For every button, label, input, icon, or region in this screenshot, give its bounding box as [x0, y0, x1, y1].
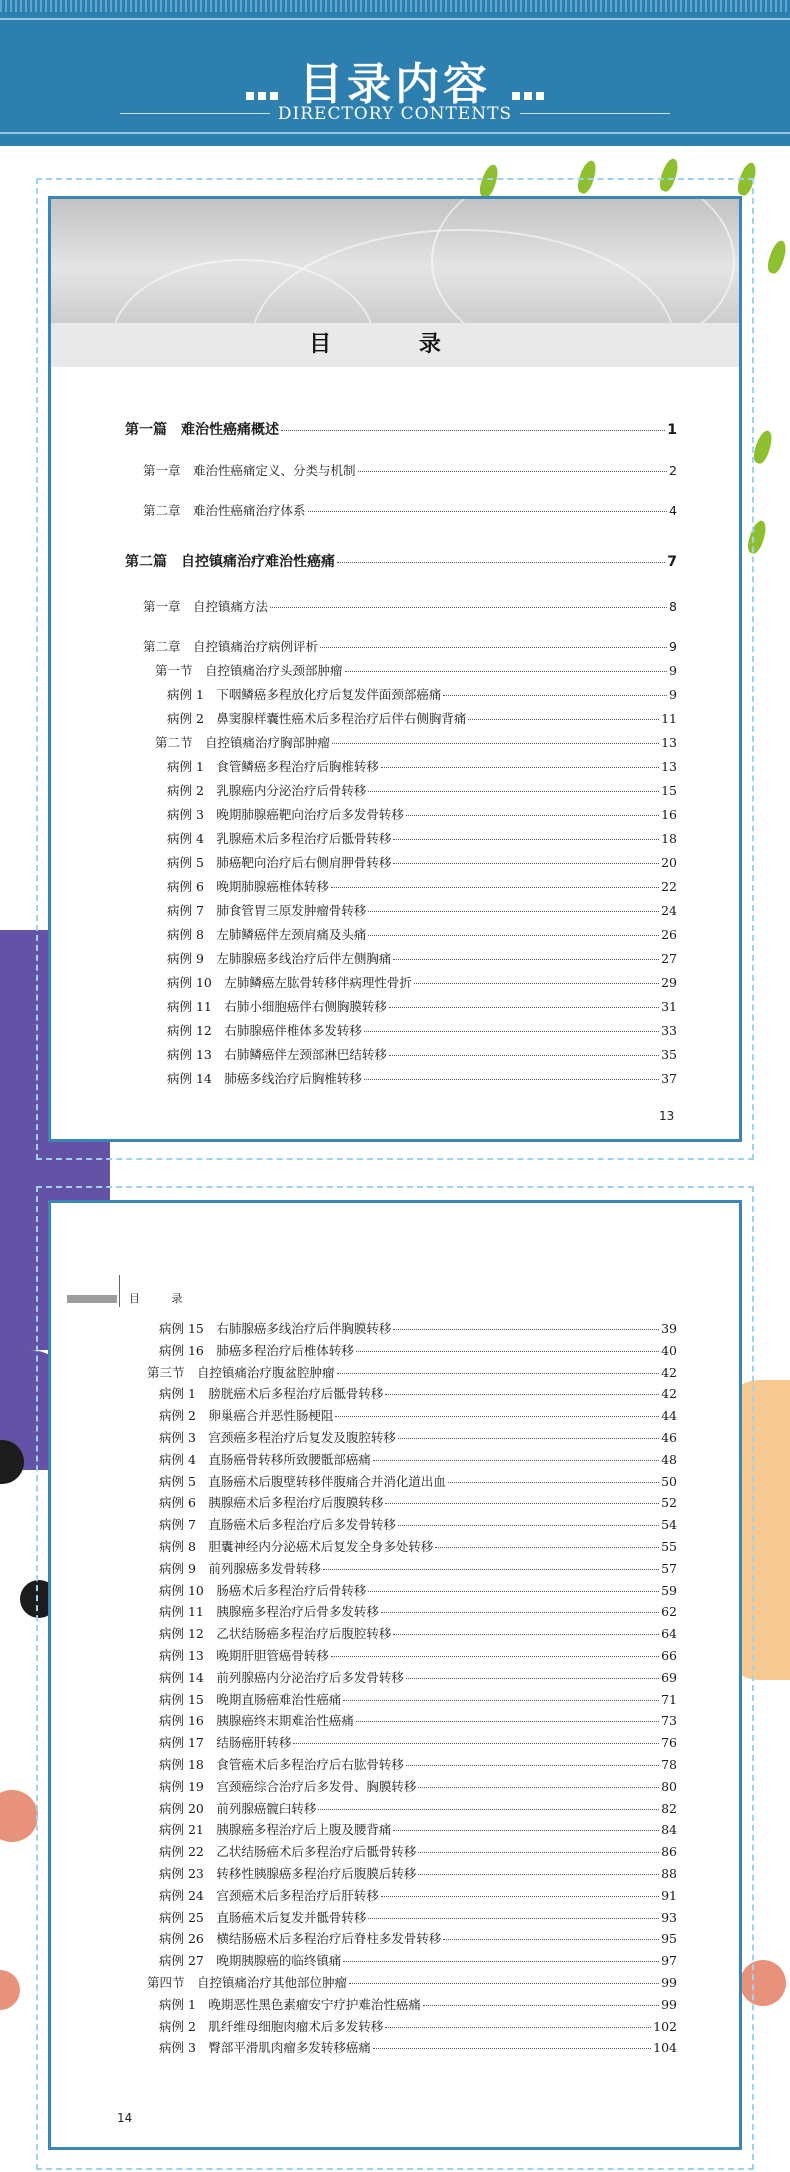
- toc-entry-case[interactable]: [159, 1537, 677, 1555]
- dot-leader: [368, 935, 659, 936]
- toc-entry-case[interactable]: [159, 1755, 677, 1773]
- dot-leader: [373, 2048, 651, 2049]
- toc-entry-page: 1: [667, 422, 677, 438]
- dot-leader: [368, 911, 659, 912]
- toc-entry-case[interactable]: [159, 1624, 677, 1642]
- dot-leader: [356, 1351, 659, 1352]
- toc-entry-case[interactable]: [159, 1384, 677, 1402]
- toc-entry-case[interactable]: [159, 1602, 677, 1620]
- dot-leader: [381, 1896, 659, 1897]
- banner-curve: [431, 199, 735, 323]
- salmon-dot-decoration: [0, 1970, 20, 2010]
- toc-entry-page: 8: [669, 599, 677, 614]
- toc-entry-page: 27: [661, 951, 677, 966]
- toc-entry-page: 97: [661, 1953, 677, 1969]
- toc-entry-case[interactable]: [167, 1021, 677, 1039]
- toc-entry-label: 病例 6 胰腺癌术后多程治疗后腹膜转移: [159, 1495, 384, 1511]
- dot-leader: [393, 1830, 659, 1831]
- dot-leader: [406, 1765, 659, 1766]
- toc-entry-label: 病例 9 前列腺癌多发骨转移: [159, 1560, 321, 1576]
- toc-entry-case[interactable]: [167, 973, 677, 991]
- toc-entry-label: 病例 4 直肠癌骨转移所致腰骶部癌痛: [159, 1451, 371, 1467]
- toc-entry-label: 第二篇 自控镇痛治疗难治性癌痛: [125, 554, 335, 570]
- dot-leader: [385, 1503, 659, 1504]
- toc-entry-label: 病例 15 右肺腺癌多线治疗后伴胸膜转移: [159, 1321, 392, 1336]
- toc-entry-label: 病例 1 食管鳞癌多程治疗后胸椎转移: [167, 759, 379, 774]
- toc-entry-case[interactable]: [159, 1341, 677, 1359]
- toc-entry-label: 病例 21 胰腺癌多程治疗后上腹及腰背痛: [159, 1822, 392, 1838]
- toc-entry-sec[interactable]: [147, 1363, 677, 1381]
- toc-entry-page: 69: [661, 1669, 677, 1685]
- toc-entry-sec[interactable]: [147, 1973, 677, 1991]
- toc-entry-label: 第一篇 难治性癌痛概述: [125, 422, 279, 438]
- toc-entry-label: 病例 16 肺癌多程治疗后椎体转移: [159, 1342, 354, 1358]
- toc-entry-page: 78: [661, 1757, 677, 1772]
- dot-leader: [398, 1525, 659, 1526]
- toc-entry-page: 29: [661, 975, 677, 990]
- toc-entry-label: 第二节 自控镇痛治疗胸部肿瘤: [155, 735, 331, 750]
- page-heading-bar: [51, 323, 739, 367]
- toc-entry-case[interactable]: [159, 1406, 677, 1424]
- toc-entry-page: 18: [661, 831, 677, 846]
- dot-leader: [373, 1460, 659, 1461]
- toc-entry-label: 第二章 自控镇痛治疗病例评析: [143, 639, 319, 654]
- toc-entry-page: 13: [661, 759, 677, 774]
- toc-entry-chap[interactable]: [143, 461, 677, 479]
- toc-entry-label: 病例 23 转移性胰腺癌多程治疗后腹膜后转移: [159, 1866, 417, 1881]
- toc-entry-page: 16: [661, 807, 677, 822]
- toc-entry-case[interactable]: [159, 1886, 677, 1904]
- dot-leader: [358, 471, 668, 472]
- toc-entry-label: 病例 15 晚期直肠癌难治性癌痛: [159, 1691, 342, 1707]
- toc-entry-page: 37: [661, 1071, 677, 1086]
- toc-entry-label: 病例 13 右肺鳞癌伴左颈部淋巴结转移: [167, 1047, 387, 1062]
- toc-entry-case[interactable]: [159, 2038, 677, 2056]
- toc-entry-page: 91: [661, 1887, 677, 1903]
- dot-leader: [385, 1394, 659, 1395]
- dot-leader: [443, 1939, 659, 1940]
- toc-entry-page: 26: [661, 927, 677, 942]
- toc-entry-page: 35: [661, 1047, 677, 1062]
- toc-entry-page: 40: [661, 1342, 677, 1358]
- dot-leader: [356, 1721, 659, 1722]
- toc-entry-page: 64: [661, 1626, 677, 1642]
- toc-entry-case[interactable]: [159, 2017, 677, 2035]
- toc-entry-case[interactable]: [167, 757, 677, 775]
- toc-entry-page: 9: [669, 663, 677, 678]
- toc-entry-label: 病例 9 左肺腺癌多线治疗后伴左侧胸痛: [167, 951, 392, 966]
- toc-entry-page: 62: [661, 1604, 677, 1620]
- toc-entry-page: 46: [661, 1430, 677, 1445]
- toc-entry-label: 病例 18 食管癌术后多程治疗后右肱骨转移: [159, 1757, 404, 1772]
- dot-leader: [381, 1612, 659, 1613]
- toc-entry-page: 31: [661, 999, 677, 1014]
- page-heading: 目 录: [309, 332, 481, 357]
- dot-leader: [343, 1700, 659, 1701]
- toc-entry-chap[interactable]: [143, 597, 677, 615]
- toc-entry-label: 病例 1 晚期恶性黑色素瘤安宁疗护难治性癌痛: [159, 1996, 421, 2012]
- header-banner: [0, 0, 790, 146]
- toc-entry-page: 73: [661, 1713, 677, 1729]
- dot-leader: [406, 815, 659, 816]
- dot-leader: [448, 1482, 659, 1483]
- toc-entry-page: 11: [661, 711, 677, 726]
- toc-entry-case[interactable]: [159, 1908, 677, 1926]
- toc-entry-page: 66: [661, 1648, 677, 1663]
- toc-entry-page: 84: [661, 1822, 677, 1838]
- toc-entry-label: 第一章 自控镇痛方法: [143, 599, 269, 614]
- dot-leader: [389, 1055, 659, 1056]
- toc-entry-chap[interactable]: [143, 637, 677, 655]
- dot-leader: [331, 887, 659, 888]
- dot-leader: [320, 647, 667, 648]
- toc-entry-case[interactable]: [167, 853, 677, 871]
- page-number: 13: [659, 1109, 675, 1123]
- toc-entry-page: 44: [661, 1408, 677, 1424]
- toc-entry-page: 4: [669, 503, 677, 518]
- dot-leader: [414, 983, 659, 984]
- toc-entry-chap[interactable]: [143, 501, 677, 519]
- toc-entry-case[interactable]: [159, 1690, 677, 1708]
- toc-entry-page: 104: [653, 2040, 677, 2056]
- toc-entry-label: 病例 13 晚期肝胆管癌骨转移: [159, 1648, 329, 1663]
- dot-leader: [435, 1547, 659, 1548]
- header-subtitle: DIRECTORY CONTENTS: [277, 104, 513, 124]
- header-divider: [0, 18, 790, 20]
- leaf-decoration: [751, 429, 775, 466]
- toc-entry-case[interactable]: [159, 1493, 677, 1511]
- toc-entry-label: 病例 7 肺食管胃三原发肿瘤骨转移: [167, 903, 367, 918]
- toc-entry-label: 第二章 难治性癌痛治疗体系: [143, 503, 306, 518]
- dot-leader: [393, 1634, 659, 1635]
- toc-entry-label: 病例 8 胆囊神经内分泌癌术后复发全身多处转移: [159, 1539, 434, 1554]
- dot-leader: [418, 1787, 659, 1788]
- toc-entry-case[interactable]: [167, 709, 677, 727]
- dot-leader: [345, 671, 668, 672]
- toc-entry-page: 86: [661, 1844, 677, 1860]
- toc-entry-label: 病例 26 横结肠癌术后多程治疗后脊柱多发骨转移: [159, 1931, 442, 1947]
- toc-entry-label: 病例 3 臀部平滑肌肉瘤多发转移癌痛: [159, 2040, 371, 2056]
- dot-leader: [364, 1079, 659, 1080]
- toc-entry-page: 9: [669, 639, 677, 654]
- toc-entry-case[interactable]: [159, 1842, 677, 1860]
- toc-entry-page: 42: [661, 1386, 677, 1402]
- dot-leader: [331, 1656, 659, 1657]
- toc-entry-sec[interactable]: [155, 733, 677, 751]
- toc-entry-case[interactable]: [167, 925, 677, 943]
- toc-entry-label: 病例 12 右肺腺癌伴椎体多发转移: [167, 1023, 362, 1038]
- dot-leader: [393, 959, 659, 960]
- toc-entry-case[interactable]: [159, 1515, 677, 1533]
- leaf-decoration: [765, 239, 789, 276]
- toc-entry-case[interactable]: [159, 1581, 677, 1599]
- toc-entry-page: 80: [661, 1778, 677, 1794]
- page-number: 14: [117, 2111, 133, 2125]
- toc-entry-label: 病例 2 肌纤维母细胞肉瘤术后多发转移: [159, 2018, 384, 2034]
- toc-entry-label: 病例 24 宫颈癌术后多程治疗后肝转移: [159, 1887, 379, 1903]
- dot-leader: [381, 767, 659, 768]
- toc-entry-case[interactable]: [159, 1951, 677, 1969]
- toc-entry-label: 病例 27 晚期胰腺癌的临终镇痛: [159, 1953, 342, 1969]
- dot-leader: [293, 1743, 659, 1744]
- toc-entry-label: 病例 7 直肠癌术后多程治疗后多发骨转移: [159, 1517, 396, 1533]
- page-banner-image: [51, 199, 739, 323]
- dot-leader: [337, 562, 665, 563]
- toc-entry-page: 93: [661, 1909, 677, 1925]
- toc-entry-label: 病例 25 直肠癌术后复发并骶骨转移: [159, 1909, 367, 1925]
- toc-entry-page: 15: [661, 783, 677, 798]
- toc-entry-page: 82: [661, 1800, 677, 1816]
- dot-leader: [368, 1591, 659, 1592]
- toc-entry-case[interactable]: [167, 1069, 677, 1087]
- toc-entry-page: 39: [661, 1321, 677, 1336]
- dot-leader: [308, 511, 668, 512]
- toc-entry-page: 9: [669, 687, 677, 702]
- dot-leader: [393, 863, 659, 864]
- toc-entry-label: 病例 12 乙状结肠癌多程治疗后腹腔转移: [159, 1626, 392, 1642]
- dot-leader: [281, 430, 665, 431]
- toc-entry-case[interactable]: [159, 1820, 677, 1838]
- header-stripes: [0, 0, 790, 12]
- dot-leader: [418, 1874, 659, 1875]
- toc-entry-label: 病例 1 膀胱癌术后多程治疗后骶骨转移: [159, 1386, 384, 1402]
- toc-entry-label: 病例 1 下咽鳞癌多程放化疗后复发伴面颈部癌痛: [167, 687, 442, 702]
- toc-entry-label: 病例 10 左肺鳞癌左肱骨转移伴病理性骨折: [167, 975, 412, 990]
- toc-entry-page: 99: [661, 1996, 677, 2012]
- toc-entry-case[interactable]: [159, 1559, 677, 1577]
- toc-entry-case[interactable]: [167, 901, 677, 919]
- toc-entry-case[interactable]: [167, 781, 677, 799]
- toc-entry-case[interactable]: [159, 1450, 677, 1468]
- header-title-row: [0, 48, 790, 112]
- toc-entry-label: 病例 4 乳腺癌术后多程治疗后骶骨转移: [167, 831, 392, 846]
- toc-entry-label: 病例 2 乳腺癌内分泌治疗后骨转移: [167, 783, 367, 798]
- toc-entry-page: 95: [661, 1931, 677, 1947]
- toc-entry-case[interactable]: [159, 1995, 677, 2013]
- dot-leader: [323, 1569, 659, 1570]
- dot-leader: [423, 2005, 659, 2006]
- toc-entry-label: 第一章 难治性癌痛定义、分类与机制: [143, 463, 356, 478]
- toc-entry-case[interactable]: [167, 949, 677, 967]
- toc-entry-page: 54: [661, 1517, 677, 1533]
- dot-leader: [393, 1329, 659, 1330]
- toc-entry-page: 48: [661, 1451, 677, 1467]
- dots-icon: [244, 85, 280, 104]
- toc-entry-page: 50: [661, 1473, 677, 1489]
- toc-entry-case[interactable]: [159, 1428, 677, 1446]
- toc-entry-case[interactable]: [159, 1472, 677, 1490]
- toc-entry-sec[interactable]: [155, 661, 677, 679]
- toc-entry-page: 76: [661, 1735, 677, 1751]
- dot-leader: [343, 1961, 659, 1962]
- salmon-dot-decoration: [0, 1790, 38, 1842]
- dot-leader: [398, 1438, 659, 1439]
- toc-entry-page: 59: [661, 1582, 677, 1598]
- toc-entry-label: 病例 8 左肺鳞癌伴左颈肩痛及头痛: [167, 927, 367, 942]
- toc-entry-page: 71: [661, 1691, 677, 1707]
- dot-leader: [337, 1373, 660, 1374]
- running-header-rule: [119, 1275, 120, 1307]
- toc-entry-label: 病例 16 胰腺癌终末期难治性癌痛: [159, 1713, 354, 1729]
- toc-entry-page: 24: [661, 903, 677, 918]
- toc-entry-part[interactable]: [125, 419, 677, 439]
- toc-entry-label: 病例 3 晚期肺腺癌靶向治疗后多发骨转移: [167, 807, 404, 822]
- toc-entry-case[interactable]: [159, 1646, 677, 1664]
- toc-entry-page: 57: [661, 1560, 677, 1576]
- toc-entry-page: 7: [667, 554, 677, 570]
- dot-leader: [368, 1918, 659, 1919]
- toc-entry-case[interactable]: [159, 1929, 677, 1947]
- toc-entry-page: 102: [653, 2018, 677, 2034]
- toc-entry-case[interactable]: [159, 1711, 677, 1729]
- toc-entry-label: 病例 22 乙状结肠癌术后多程治疗后骶骨转移: [159, 1844, 417, 1860]
- toc-entry-label: 病例 5 直肠癌术后腹壁转移伴腹痛合并消化道出血: [159, 1473, 446, 1489]
- toc-entry-page: 13: [661, 735, 677, 750]
- toc-entry-label: 病例 2 卵巢癌合并恶性肠梗阻: [159, 1408, 334, 1424]
- toc-entry-page: 22: [661, 879, 677, 894]
- dot-leader: [385, 2027, 651, 2028]
- header-divider: [0, 132, 790, 134]
- toc-entry-label: 病例 2 鼻窦腺样囊性癌术后多程治疗后伴右侧胸背痛: [167, 711, 467, 726]
- dot-leader: [406, 1678, 659, 1679]
- toc-entry-page: 20: [661, 855, 677, 870]
- toc-entry-label: 病例 11 胰腺癌多程治疗后骨多发转移: [159, 1604, 379, 1620]
- toc-entry-case[interactable]: [159, 1799, 677, 1817]
- running-header-title: 目 录: [129, 1292, 197, 1305]
- toc-entry-case[interactable]: [167, 997, 677, 1015]
- dot-leader: [389, 1007, 659, 1008]
- toc-entry-label: 第三节 自控镇痛治疗腹盆腔肿瘤: [147, 1364, 335, 1380]
- toc-entry-label: 病例 19 宫颈癌综合治疗后多发骨、胸膜转移: [159, 1778, 417, 1794]
- toc-entry-case[interactable]: [167, 877, 677, 895]
- dot-leader: [393, 839, 659, 840]
- toc-entry-page: 52: [661, 1495, 677, 1511]
- toc-entry-case[interactable]: [159, 1864, 677, 1882]
- dot-leader: [443, 695, 667, 696]
- toc-entry-case[interactable]: [167, 685, 677, 703]
- toc-entry-page: 42: [661, 1364, 677, 1380]
- dot-leader: [332, 743, 659, 744]
- toc-entry-label: 病例 11 右肺小细胞癌伴右侧胸膜转移: [167, 999, 387, 1014]
- book-page-14: [48, 1200, 742, 2150]
- toc-entry-label: 病例 20 前列腺癌髋臼转移: [159, 1800, 317, 1816]
- toc-entry-label: 病例 14 前列腺癌内分泌治疗后多发骨转移: [159, 1669, 404, 1685]
- dot-leader: [468, 719, 659, 720]
- toc-entry-label: 病例 6 晚期肺腺癌椎体转移: [167, 879, 329, 894]
- dot-leader: [418, 1852, 659, 1853]
- toc-entry-label: 病例 17 结肠癌肝转移: [159, 1735, 292, 1751]
- toc-entry-label: 病例 5 肺癌靶向治疗后右侧肩胛骨转移: [167, 855, 392, 870]
- dots-icon: [510, 85, 546, 104]
- dot-leader: [364, 1031, 659, 1032]
- toc-entry-page: 55: [661, 1539, 677, 1554]
- toc-entry-case[interactable]: [159, 1777, 677, 1795]
- toc-entry-part[interactable]: [125, 551, 677, 571]
- header-title: 目录内容: [299, 59, 491, 110]
- toc-entry-case[interactable]: [159, 1733, 677, 1751]
- dot-leader: [368, 791, 659, 792]
- running-header-bar: [67, 1295, 117, 1303]
- dot-leader: [318, 1809, 659, 1810]
- dot-leader: [270, 607, 667, 608]
- toc-entry-page: 99: [661, 1975, 677, 1990]
- toc-entry-label: 病例 10 肠癌术后多程治疗后骨转移: [159, 1582, 367, 1598]
- toc-entry-case[interactable]: [159, 1668, 677, 1686]
- toc-entry-label: 第四节 自控镇痛治疗其他部位肿瘤: [147, 1975, 348, 1990]
- toc-entry-case[interactable]: [167, 805, 677, 823]
- toc-entry-case[interactable]: [159, 1319, 677, 1337]
- toc-entry-page: 2: [669, 463, 677, 478]
- dot-leader: [349, 1983, 659, 1984]
- toc-entry-label: 病例 3 宫颈癌多程治疗后复发及腹腔转移: [159, 1430, 396, 1445]
- toc-entry-case[interactable]: [167, 829, 677, 847]
- toc-entry-case[interactable]: [167, 1045, 677, 1063]
- toc-entry-label: 病例 14 肺癌多线治疗后胸椎转移: [167, 1071, 362, 1086]
- toc-entry-page: 33: [661, 1023, 677, 1038]
- book-page-13: [48, 196, 742, 1142]
- dot-leader: [335, 1416, 659, 1417]
- toc-entry-label: 第一节 自控镇痛治疗头颈部肿瘤: [155, 663, 343, 678]
- toc-entry-page: 88: [661, 1866, 677, 1881]
